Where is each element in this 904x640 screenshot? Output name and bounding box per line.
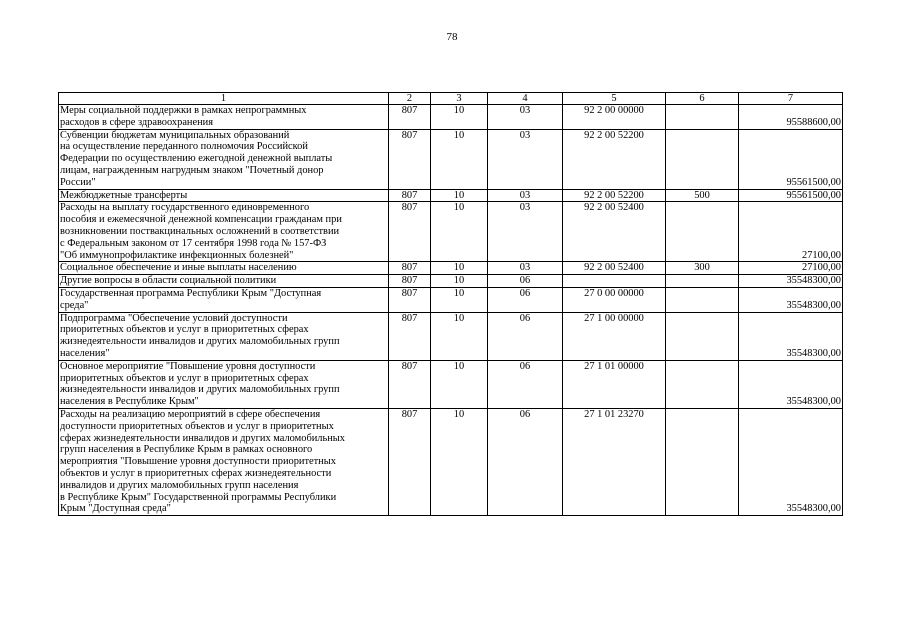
row-amount: 95561500,00 <box>739 129 843 189</box>
row-section-code: 10 <box>431 275 488 288</box>
row-section-code: 10 <box>431 189 488 202</box>
row-section-code: 10 <box>431 202 488 262</box>
table-row <box>59 105 843 130</box>
row-amount: 35548300,00 <box>739 287 843 312</box>
column-header: 6 <box>666 93 739 105</box>
row-amount: 35548300,00 <box>739 312 843 360</box>
row-expense-type <box>666 275 739 288</box>
row-name: Подпрограмма "Обеспечение условий доступности приоритетных объектов и услуг в приоритетных сферах жизнедеятельности инвалидов и других маломобильных групп населения" <box>59 312 389 360</box>
row-name: Меры социальной поддержки в рамках непрограммных расходов в сфере здравоохранения <box>59 105 389 130</box>
row-name: Межбюджетные трансферты <box>59 189 389 202</box>
row-subsection-code: 03 <box>488 262 563 275</box>
row-name: Основное мероприятие "Повышение уровня доступности приоритетных объектов и услуг в приоритетных сферах жизнедеятельности инвалидов и других маломобильных групп населения в Республике Крым" <box>59 360 389 408</box>
row-amount: 35548300,00 <box>739 275 843 288</box>
row-expense-type: 500 <box>666 189 739 202</box>
column-header: 2 <box>389 93 431 105</box>
row-name: Субвенции бюджетам муниципальных образований на осуществление переданного полномочия Российской Федерации по осуществлению ежегодной денежной выплаты лицам, награжденным нагрудным знаком "Почетный донор России" <box>59 129 389 189</box>
row-expense-type <box>666 287 739 312</box>
row-section-code: 10 <box>431 312 488 360</box>
row-name: Социальное обеспечение и иные выплаты населению <box>59 262 389 275</box>
row-target-code: 92 2 00 52200 <box>563 129 666 189</box>
row-section-code: 10 <box>431 129 488 189</box>
table-row <box>59 262 843 275</box>
row-expense-type <box>666 360 739 408</box>
row-amount: 27100,00 <box>739 202 843 262</box>
row-name: Расходы на реализацию мероприятий в сфере обеспечения доступности приоритетных объектов и услуг в приоритетных сферах жизнедеятельности инвалидов и других маломобильных групп населения в Республике Крым в рамках основного мероприятия "Повышение уровня доступности приоритетных объектов и услуг в приоритетных сферах жизнедеятельности инвалидов и других маломобильных групп населения в Республике Крым" Государственной программы Республики Крым "Доступная среда" <box>59 408 389 515</box>
row-ministry-code: 807 <box>389 262 431 275</box>
row-ministry-code: 807 <box>389 129 431 189</box>
row-subsection-code: 03 <box>488 105 563 130</box>
row-subsection-code: 06 <box>488 360 563 408</box>
row-amount: 95561500,00 <box>739 189 843 202</box>
row-name: Государственная программа Республики Крым "Доступная среда" <box>59 287 389 312</box>
row-target-code: 92 2 00 52200 <box>563 189 666 202</box>
row-target-code: 92 2 00 00000 <box>563 105 666 130</box>
row-amount: 27100,00 <box>739 262 843 275</box>
row-subsection-code: 06 <box>488 275 563 288</box>
row-ministry-code: 807 <box>389 202 431 262</box>
table-row <box>59 202 843 262</box>
column-header: 1 <box>59 93 389 105</box>
row-subsection-code: 03 <box>488 129 563 189</box>
row-subsection-code: 03 <box>488 202 563 262</box>
row-expense-type <box>666 202 739 262</box>
table-row <box>59 287 843 312</box>
row-target-code: 27 1 01 23270 <box>563 408 666 515</box>
table-row <box>59 129 843 189</box>
row-ministry-code: 807 <box>389 287 431 312</box>
row-section-code: 10 <box>431 360 488 408</box>
row-target-code: 92 2 00 52400 <box>563 262 666 275</box>
table-row <box>59 189 843 202</box>
row-ministry-code: 807 <box>389 275 431 288</box>
row-section-code: 10 <box>431 105 488 130</box>
row-target-code: 27 1 01 00000 <box>563 360 666 408</box>
table-row <box>59 312 843 360</box>
column-header: 7 <box>739 93 843 105</box>
row-subsection-code: 06 <box>488 408 563 515</box>
row-target-code: 27 0 00 00000 <box>563 287 666 312</box>
budget-table <box>58 92 843 516</box>
row-subsection-code: 06 <box>488 287 563 312</box>
row-section-code: 10 <box>431 408 488 515</box>
row-name: Расходы на выплату государственного единовременного пособия и ежемесячной денежной компенсации гражданам при возникновении поствакцинальных осложнений в соответствии с Федеральным законом от 17 сентября 1998 года № 157-ФЗ "Об иммунопрофилактике инфекционных болезней" <box>59 202 389 262</box>
row-amount: 35548300,00 <box>739 360 843 408</box>
row-ministry-code: 807 <box>389 408 431 515</box>
row-section-code: 10 <box>431 262 488 275</box>
column-header: 3 <box>431 93 488 105</box>
column-header: 4 <box>488 93 563 105</box>
row-ministry-code: 807 <box>389 105 431 130</box>
row-expense-type: 300 <box>666 262 739 275</box>
table-row <box>59 360 843 408</box>
row-target-code: 27 1 00 00000 <box>563 312 666 360</box>
row-expense-type <box>666 312 739 360</box>
row-subsection-code: 03 <box>488 189 563 202</box>
column-header: 5 <box>563 93 666 105</box>
row-target-code: 92 2 00 52400 <box>563 202 666 262</box>
row-section-code: 10 <box>431 287 488 312</box>
row-amount: 95588600,00 <box>739 105 843 130</box>
page-number: 78 <box>446 31 458 43</box>
row-amount: 35548300,00 <box>739 408 843 515</box>
row-ministry-code: 807 <box>389 360 431 408</box>
row-expense-type <box>666 105 739 130</box>
row-expense-type <box>666 408 739 515</box>
table-row <box>59 275 843 288</box>
row-name: Другие вопросы в области социальной политики <box>59 275 389 288</box>
row-target-code <box>563 275 666 288</box>
table-row <box>59 408 843 515</box>
row-ministry-code: 807 <box>389 312 431 360</box>
table-header-row <box>59 93 843 105</box>
row-subsection-code: 06 <box>488 312 563 360</box>
row-ministry-code: 807 <box>389 189 431 202</box>
row-expense-type <box>666 129 739 189</box>
